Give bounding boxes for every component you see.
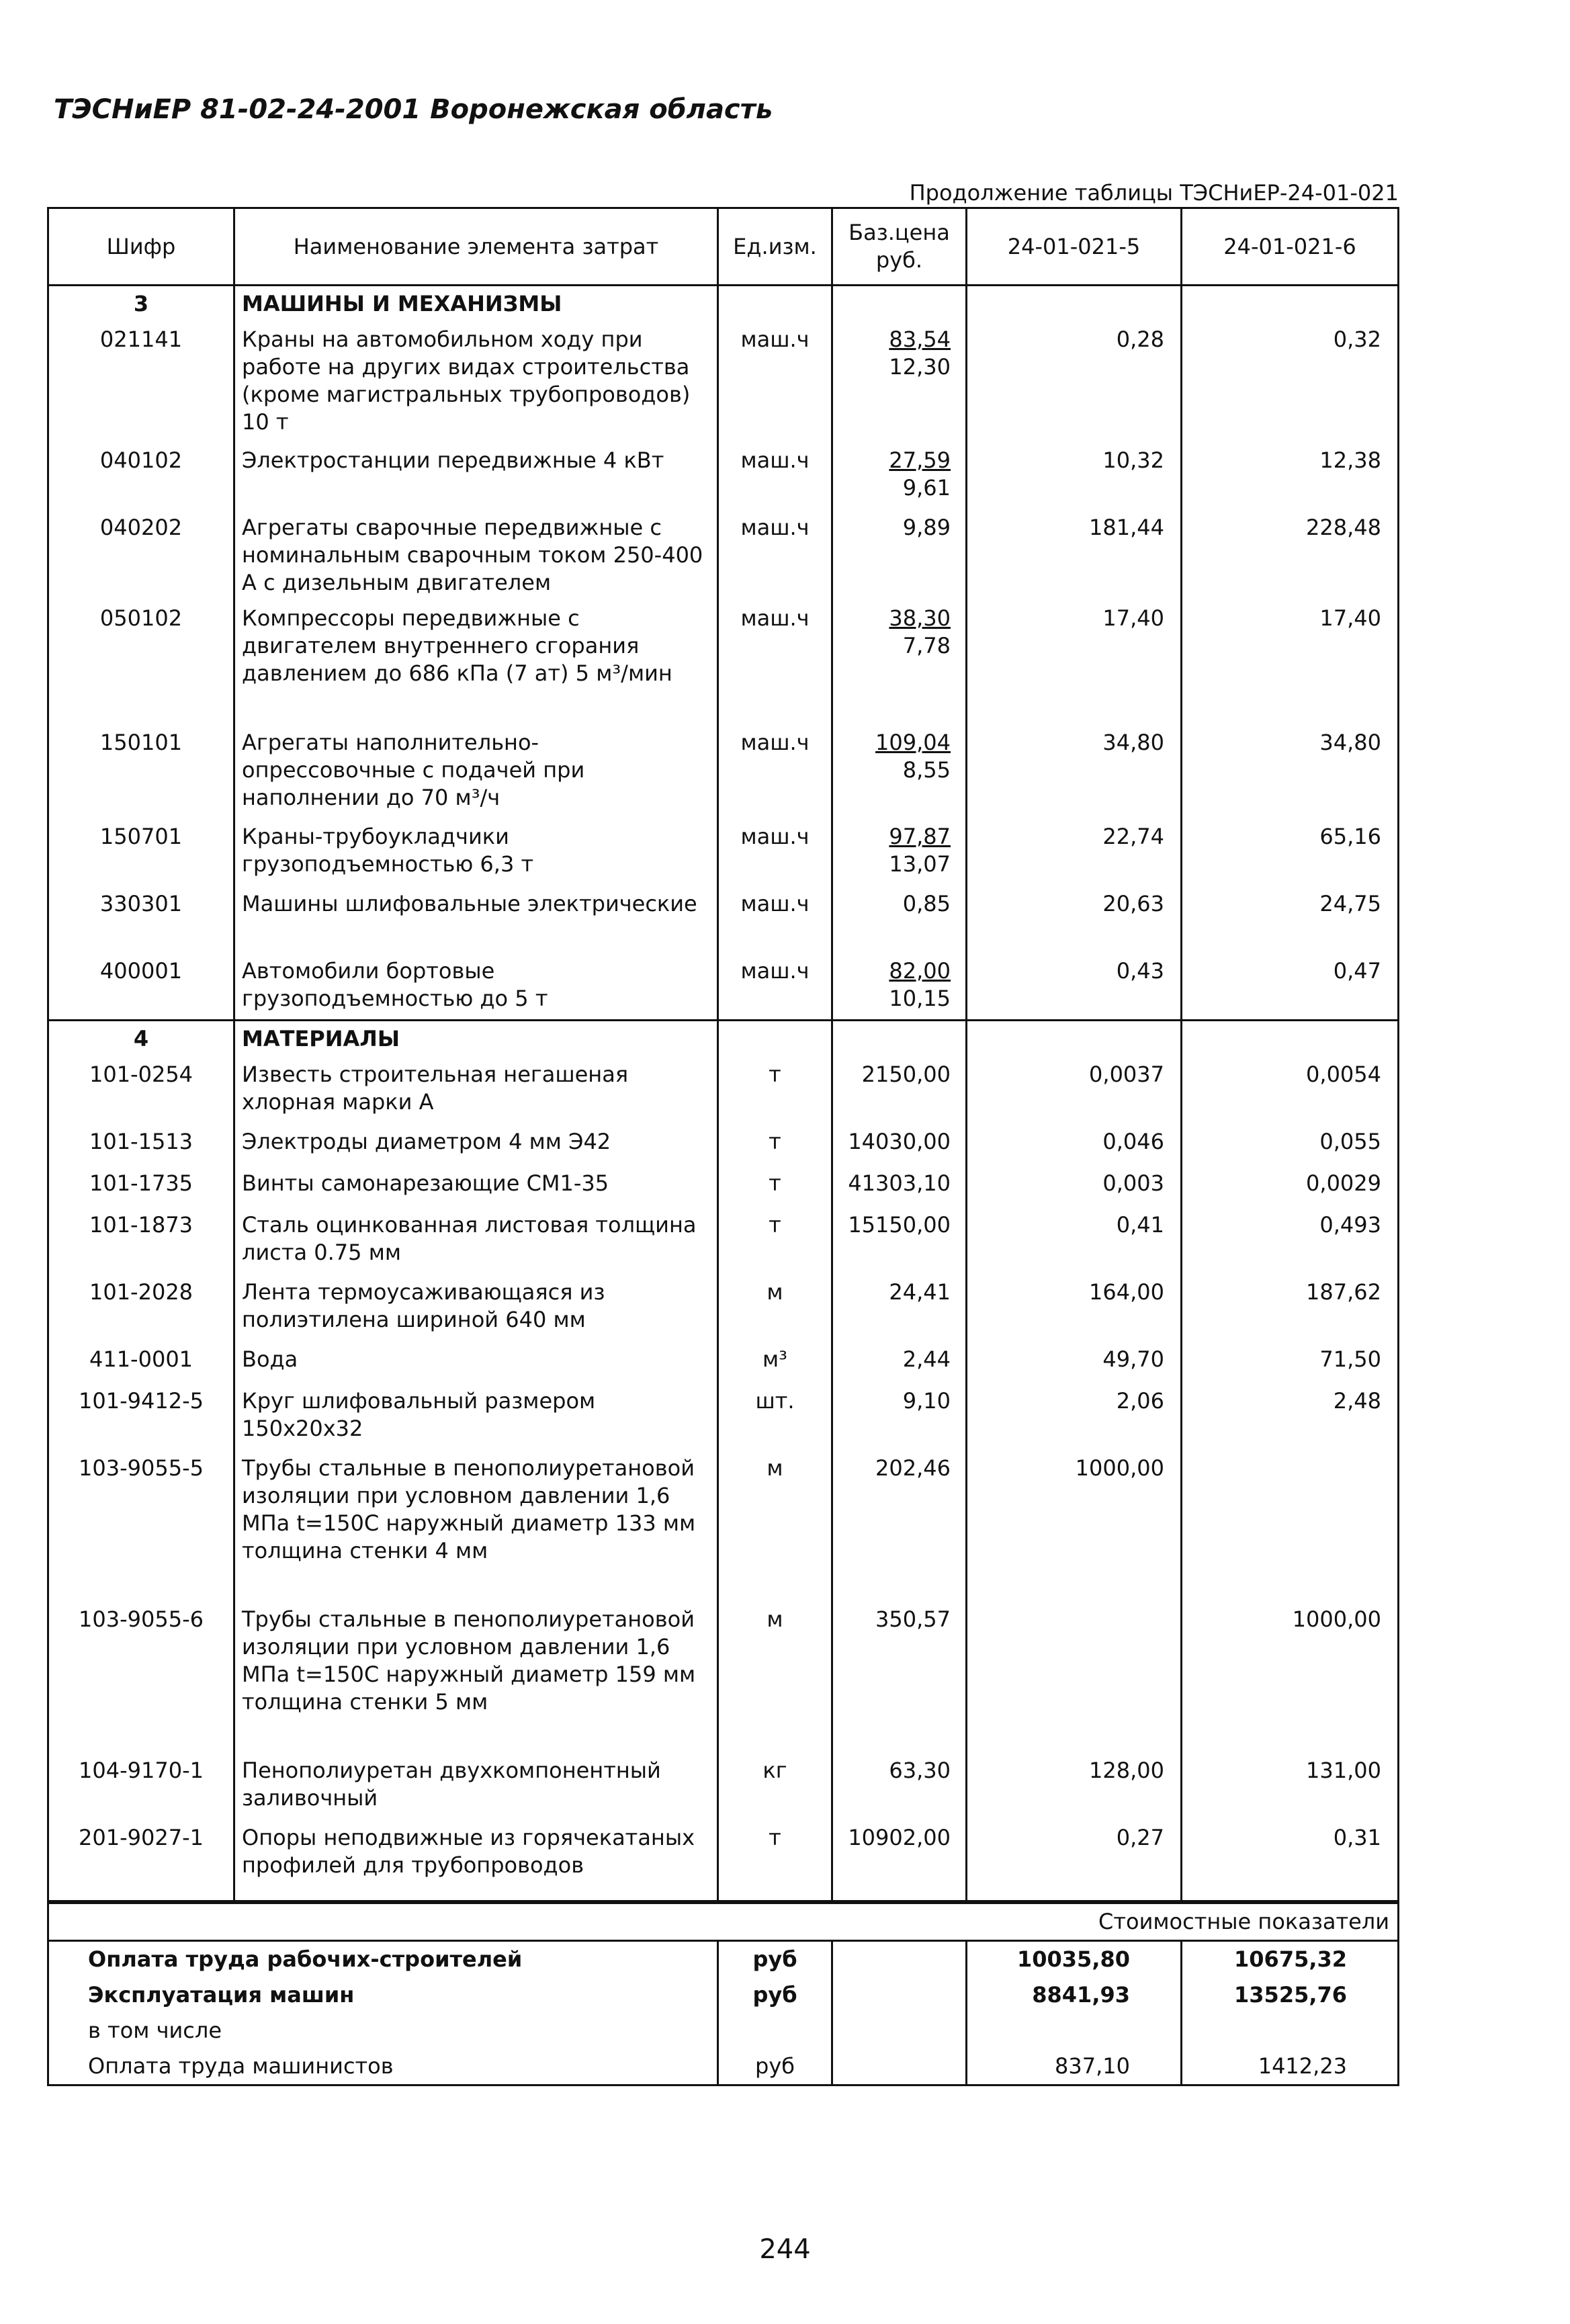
page-number: 244 [759, 2234, 811, 2265]
cell-24-01-021-5: 0,046 [967, 1124, 1182, 1166]
cell-name: Винты самонарезающие СМ1-35 [234, 1166, 718, 1207]
cell-24-01-021-5: 164,00 [967, 1275, 1182, 1342]
indicator-row [48, 2013, 1399, 2049]
cell-price: 15150,00 [832, 1207, 967, 1275]
cell-price: 350,57 [832, 1602, 967, 1753]
cell-price [832, 322, 967, 443]
table-row [48, 443, 1399, 510]
cell-unit: маш.ч [718, 601, 832, 725]
indicator-unit: руб [718, 1977, 832, 2013]
cell-code: 040102 [48, 443, 234, 510]
cell-24-01-021-5: 128,00 [967, 1753, 1182, 1820]
cell-24-01-021-5: 181,44 [967, 510, 1182, 601]
cell-name: Краны на автомобильном ходу при работе на других видах строительства (кроме магистральных трубопроводов) 10 т [234, 322, 718, 443]
table-row [48, 1602, 1399, 1753]
column-header-code: Шифр [48, 208, 234, 286]
base-price: 82,00 [889, 957, 951, 984]
cell-code: 150101 [48, 725, 234, 819]
indicators-title-row [48, 1903, 1399, 1940]
cell-code: 411-0001 [48, 1342, 234, 1383]
resource-table [47, 207, 1397, 2086]
table-continuation-label: Продолжение таблицы ТЭСНиЕР-24-01-021 [909, 180, 1399, 206]
cell-code: 040202 [48, 510, 234, 601]
cell-24-01-021-6: 1000,00 [1182, 1602, 1399, 1753]
cell-24-01-021-5: 0,003 [967, 1166, 1182, 1207]
cell-24-01-021-6: 24,75 [1182, 886, 1399, 953]
cell-unit: м [718, 1451, 832, 1602]
indicator-unit [718, 2013, 832, 2049]
table-row [48, 1342, 1399, 1383]
cell-name: Пенополиуретан двухкомпонентный заливочный [234, 1753, 718, 1820]
cell-code: 400001 [48, 953, 234, 1021]
cell-24-01-021-6: 228,48 [1182, 510, 1399, 601]
cell-24-01-021-5: 0,41 [967, 1207, 1182, 1275]
cell-price [832, 819, 967, 886]
cell-price: 10902,00 [832, 1820, 967, 1901]
cell-price: 2,44 [832, 1342, 967, 1383]
operator-wage-price: 13,07 [889, 851, 951, 877]
operator-wage-price: 7,78 [902, 632, 951, 658]
cell-24-01-021-6: 0,32 [1182, 322, 1399, 443]
base-price: 83,54 [889, 326, 951, 352]
cell-unit: кг [718, 1753, 832, 1820]
cell-unit: маш.ч [718, 819, 832, 886]
cell-price [832, 443, 967, 510]
cell-name: Трубы стальные в пенополиуретановой изоляции при условном давлении 1,6 МПа t=150С наружный диаметр 133 мм толщина стенки 4 мм [234, 1451, 718, 1602]
cell-price: 9,10 [832, 1383, 967, 1451]
cell-24-01-021-5: 22,74 [967, 819, 1182, 886]
cell-code: 050102 [48, 601, 234, 725]
table-row [48, 1275, 1399, 1342]
cell-price: 202,46 [832, 1451, 967, 1602]
cell-unit: маш.ч [718, 443, 832, 510]
cell-name: Электростанции передвижные 4 кВт [234, 443, 718, 510]
table-header-row [48, 208, 1399, 286]
table-row [48, 1753, 1399, 1820]
cell-name: Круг шлифовальный размером 150х20х32 [234, 1383, 718, 1451]
cell-24-01-021-5: 0,27 [967, 1820, 1182, 1901]
document-header: ТЭСНиЕР 81-02-24-2001 Воронежская область [54, 94, 773, 125]
operator-wage-price: 8,55 [902, 757, 951, 783]
cell-unit: маш.ч [718, 322, 832, 443]
column-header-name: Наименование элемента затрат [234, 208, 718, 286]
table-row [48, 1057, 1399, 1124]
cell-24-01-021-6: 2,48 [1182, 1383, 1399, 1451]
cell-code: 021141 [48, 322, 234, 443]
cell-unit: т [718, 1166, 832, 1207]
cell-unit: т [718, 1124, 832, 1166]
cell-24-01-021-6: 0,493 [1182, 1207, 1399, 1275]
indicator-24-01-021-6: 10675,32 [1182, 1940, 1399, 1977]
cell-24-01-021-5: 0,28 [967, 322, 1182, 443]
cell-price [832, 510, 967, 601]
cell-24-01-021-5: 17,40 [967, 601, 1182, 725]
cell-unit: маш.ч [718, 953, 832, 1021]
cell-24-01-021-6: 187,62 [1182, 1275, 1399, 1342]
operator-wage-price: 9,61 [902, 474, 951, 501]
operator-wage-price: 10,15 [889, 985, 951, 1011]
table-row [48, 886, 1399, 953]
cell-code: 201-9027-1 [48, 1820, 234, 1901]
cell-name: Трубы стальные в пенополиуретановой изоляции при условном давлении 1,6 МПа t=150С наружный диаметр 159 мм толщина стенки 5 мм [234, 1602, 718, 1753]
cell-unit: т [718, 1057, 832, 1124]
cell-name: Опоры неподвижные из горячекатаных профилей для трубопроводов [234, 1820, 718, 1901]
section-row-materials [48, 1021, 1399, 1057]
indicator-empty [832, 1940, 967, 1977]
cell-name: Вода [234, 1342, 718, 1383]
cell-unit: маш.ч [718, 886, 832, 953]
cell-24-01-021-5: 49,70 [967, 1342, 1182, 1383]
cell-name: Сталь оцинкованная листовая толщина листа 0.75 мм [234, 1207, 718, 1275]
cell-24-01-021-6: 0,47 [1182, 953, 1399, 1021]
cell-price: 2150,00 [832, 1057, 967, 1124]
cell-name: Краны-трубоукладчики грузоподъемностью 6,3 т [234, 819, 718, 886]
cell-price: 63,30 [832, 1753, 967, 1820]
cell-unit: м³ [718, 1342, 832, 1383]
table-row [48, 1820, 1399, 1901]
cell-unit: маш.ч [718, 510, 832, 601]
cell-24-01-021-6: 0,0029 [1182, 1166, 1399, 1207]
table-row [48, 1124, 1399, 1166]
cell-24-01-021-6: 17,40 [1182, 601, 1399, 725]
cell-24-01-021-6 [1182, 1451, 1399, 1602]
table-row [48, 510, 1399, 601]
cell-name: Электроды диаметром 4 мм Э42 [234, 1124, 718, 1166]
cell-code: 101-9412-5 [48, 1383, 234, 1451]
column-header-24-01-021-5: 24-01-021-5 [967, 208, 1182, 286]
cell-name: Агрегаты сварочные передвижные с номинальным сварочным током 250-400 А с дизельным двигателем [234, 510, 718, 601]
cell-price: 41303,10 [832, 1166, 967, 1207]
table-row [48, 1207, 1399, 1275]
indicator-label: Оплата труда рабочих-строителей [48, 1940, 718, 1977]
cell-name: Лента термоусаживающаяся из полиэтилена шириной 640 мм [234, 1275, 718, 1342]
indicator-row [48, 2049, 1399, 2085]
table-row [48, 725, 1399, 819]
cell-name: Известь строительная негашеная хлорная марки А [234, 1057, 718, 1124]
section-number: 4 [48, 1021, 234, 1057]
column-header-price: Баз.цена руб. [832, 208, 967, 286]
cell-unit: маш.ч [718, 725, 832, 819]
cell-code: 101-1513 [48, 1124, 234, 1166]
table-row [48, 819, 1399, 886]
indicator-empty [832, 2013, 967, 2049]
operator-wage-price: 12,30 [889, 353, 951, 380]
section-title: МАШИНЫ И МЕХАНИЗМЫ [234, 286, 718, 322]
indicator-label: Оплата труда машинистов [48, 2049, 718, 2085]
cell-unit: м [718, 1275, 832, 1342]
base-price: 38,30 [889, 605, 951, 631]
indicator-empty [832, 2049, 967, 2085]
cell-unit: т [718, 1207, 832, 1275]
indicator-label: Эксплуатация машин [48, 1977, 718, 2013]
indicator-unit: руб [718, 2049, 832, 2085]
base-price: 97,87 [889, 823, 951, 849]
column-header-unit: Ед.изм. [718, 208, 832, 286]
cell-price [832, 953, 967, 1021]
section-row-machines [48, 286, 1399, 322]
cell-24-01-021-5 [967, 1602, 1182, 1753]
cell-code: 101-1735 [48, 1166, 234, 1207]
cell-price [832, 725, 967, 819]
cell-code: 150701 [48, 819, 234, 886]
table-row [48, 1451, 1399, 1602]
cell-24-01-021-6: 12,38 [1182, 443, 1399, 510]
column-header-24-01-021-6: 24-01-021-6 [1182, 208, 1399, 286]
indicator-24-01-021-5 [967, 2013, 1182, 2049]
cell-24-01-021-6: 34,80 [1182, 725, 1399, 819]
cell-24-01-021-6: 0,0054 [1182, 1057, 1399, 1124]
cell-code: 101-0254 [48, 1057, 234, 1124]
section-number: 3 [48, 286, 234, 322]
cell-name: Агрегаты наполнительно-опрессовочные с подачей при наполнении до 70 м³/ч [234, 725, 718, 819]
indicator-row [48, 1977, 1399, 2013]
indicator-24-01-021-6: 13525,76 [1182, 1977, 1399, 2013]
table-row [48, 1166, 1399, 1207]
indicator-24-01-021-5: 8841,93 [967, 1977, 1182, 2013]
cell-24-01-021-6: 65,16 [1182, 819, 1399, 886]
indicator-24-01-021-6 [1182, 2013, 1399, 2049]
cell-code: 104-9170-1 [48, 1753, 234, 1820]
cell-code: 103-9055-5 [48, 1451, 234, 1602]
base-price: 109,04 [875, 729, 951, 755]
cell-24-01-021-5: 0,43 [967, 953, 1182, 1021]
table-row [48, 322, 1399, 443]
cell-price: 14030,00 [832, 1124, 967, 1166]
cell-code: 103-9055-6 [48, 1602, 234, 1753]
cell-unit: м [718, 1602, 832, 1753]
cell-24-01-021-5: 20,63 [967, 886, 1182, 953]
cell-24-01-021-5: 10,32 [967, 443, 1182, 510]
indicator-row [48, 1940, 1399, 1977]
cell-price: 24,41 [832, 1275, 967, 1342]
cell-unit: т [718, 1820, 832, 1901]
indicator-unit: руб [718, 1940, 832, 1977]
cell-name: Автомобили бортовые грузоподъемностью до 5 т [234, 953, 718, 1021]
base-price: 27,59 [889, 447, 951, 473]
cell-price [832, 601, 967, 725]
base-price: 9,89 [902, 514, 951, 540]
indicator-24-01-021-6: 1412,23 [1182, 2049, 1399, 2085]
section-title: МАТЕРИАЛЫ [234, 1021, 718, 1057]
cell-unit: шт. [718, 1383, 832, 1451]
cell-24-01-021-5: 2,06 [967, 1383, 1182, 1451]
indicators-title: Стоимостные показатели [1098, 1908, 1390, 1934]
cell-24-01-021-6: 131,00 [1182, 1753, 1399, 1820]
cell-24-01-021-6: 0,31 [1182, 1820, 1399, 1901]
indicator-24-01-021-5: 837,10 [967, 2049, 1182, 2085]
cell-code: 330301 [48, 886, 234, 953]
cell-price [832, 886, 967, 953]
cell-24-01-021-6: 71,50 [1182, 1342, 1399, 1383]
cell-name: Машины шлифовальные электрические [234, 886, 718, 953]
cell-24-01-021-5: 0,0037 [967, 1057, 1182, 1124]
cell-code: 101-1873 [48, 1207, 234, 1275]
indicator-24-01-021-5: 10035,80 [967, 1940, 1182, 1977]
cell-24-01-021-5: 1000,00 [967, 1451, 1182, 1602]
table-row [48, 1383, 1399, 1451]
table-row [48, 601, 1399, 725]
indicator-label: в том числе [48, 2013, 718, 2049]
cell-24-01-021-6: 0,055 [1182, 1124, 1399, 1166]
cell-name: Компрессоры передвижные с двигателем внутреннего сгорания давлением до 686 кПа (7 ат) 5 м³/мин [234, 601, 718, 725]
base-price: 0,85 [902, 890, 951, 916]
cell-24-01-021-5: 34,80 [967, 725, 1182, 819]
indicator-empty [832, 1977, 967, 2013]
cell-code: 101-2028 [48, 1275, 234, 1342]
table-row [48, 953, 1399, 1021]
